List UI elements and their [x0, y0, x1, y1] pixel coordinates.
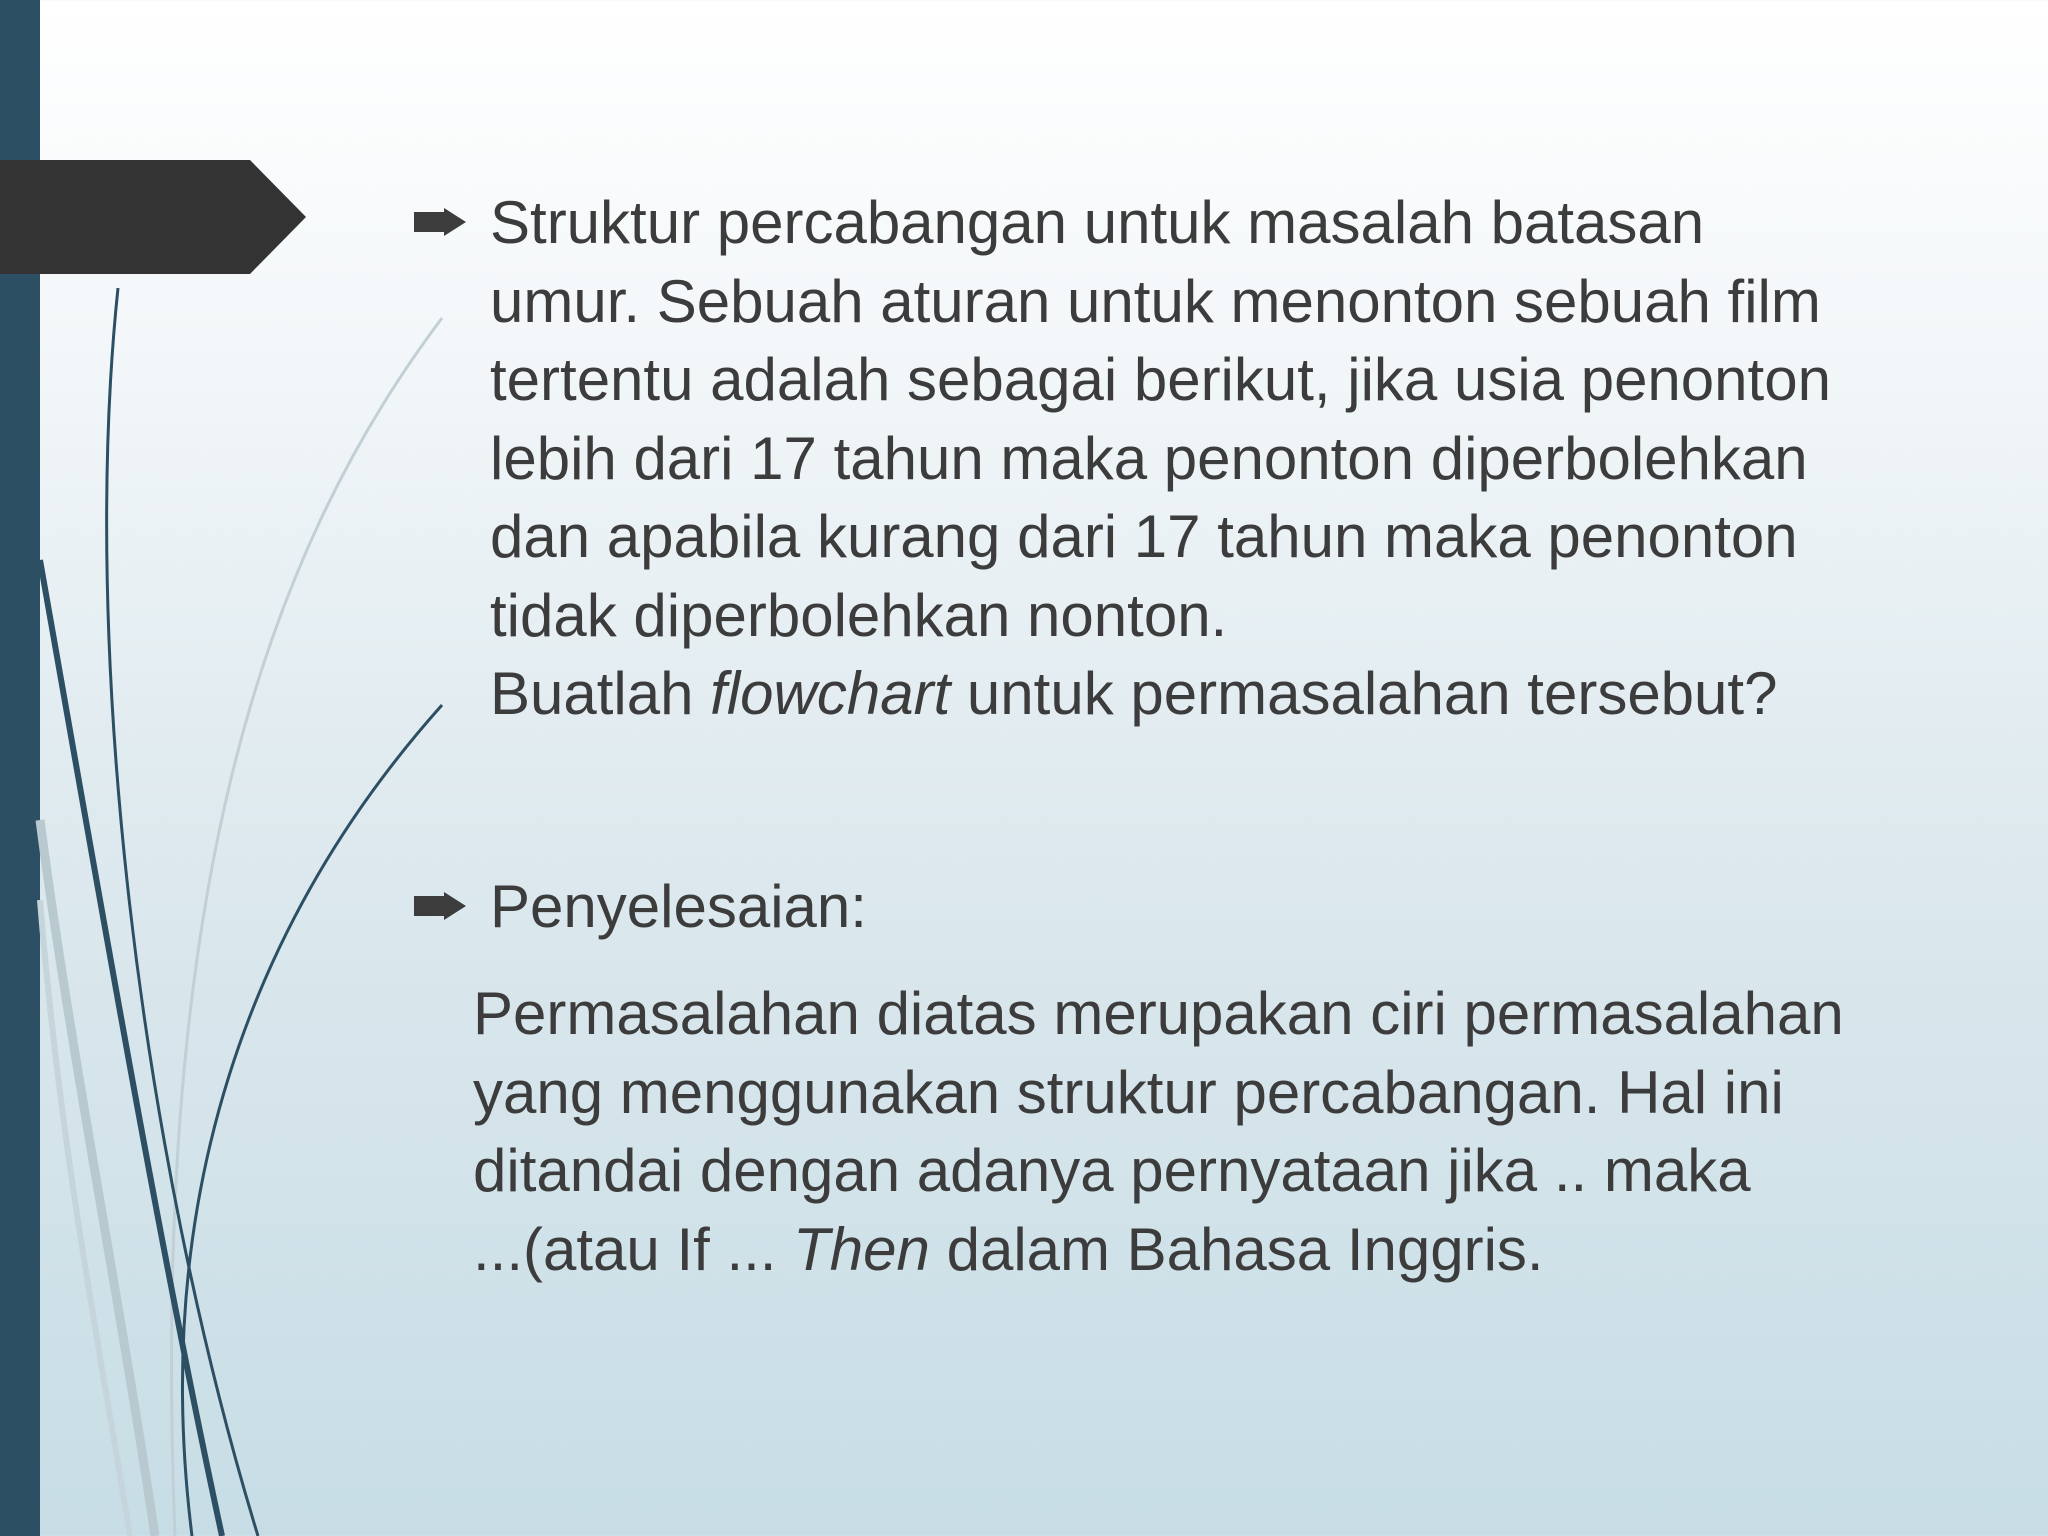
right-arrow-bullet-icon	[414, 886, 466, 926]
question-italic-term: flowchart	[710, 660, 951, 727]
problem-question	[490, 655, 2048, 734]
bullet-item-problem	[414, 184, 2048, 734]
answer-line: yang menggunakan struktur percabangan. Hal ini	[473, 1058, 1784, 1126]
solution-heading: Penyelesaian:	[490, 873, 867, 940]
answer-last-suffix: dalam Bahasa Inggris.	[929, 1215, 1544, 1283]
question-prefix: Buatlah	[490, 660, 711, 727]
problem-line: tidak diperbolehkan nonton.	[490, 581, 1228, 649]
answer-italic-term: Then	[793, 1215, 930, 1283]
bullet-item-solution	[414, 868, 867, 947]
problem-line: Struktur percabangan untuk masalah batasan	[490, 189, 1705, 256]
problem-text	[490, 184, 2048, 734]
answer-last-prefix: ...(atau If ...	[473, 1215, 794, 1283]
answer-line: ditandai dengan adanya pernyataan jika .. maka	[473, 1137, 1751, 1204]
answer-line: Permasalahan diatas merupakan ciri permasalahan	[473, 980, 1844, 1047]
problem-line: umur. Sebuah aturan untuk menonton sebuah film	[490, 267, 1821, 335]
problem-line: tertentu adalah sebagai berikut, jika usia penonton	[490, 346, 1831, 413]
right-arrow-bullet-icon	[414, 202, 466, 242]
answer-paragraph	[473, 975, 2013, 1289]
problem-line: dan apabila kurang dari 17 tahun maka penonton	[490, 503, 1798, 570]
question-suffix: untuk permasalahan tersebut?	[950, 660, 1778, 727]
problem-line: lebih dari 17 tahun maka penonton diperbolehkan	[490, 424, 1808, 492]
answer-last-line	[473, 1211, 2013, 1290]
